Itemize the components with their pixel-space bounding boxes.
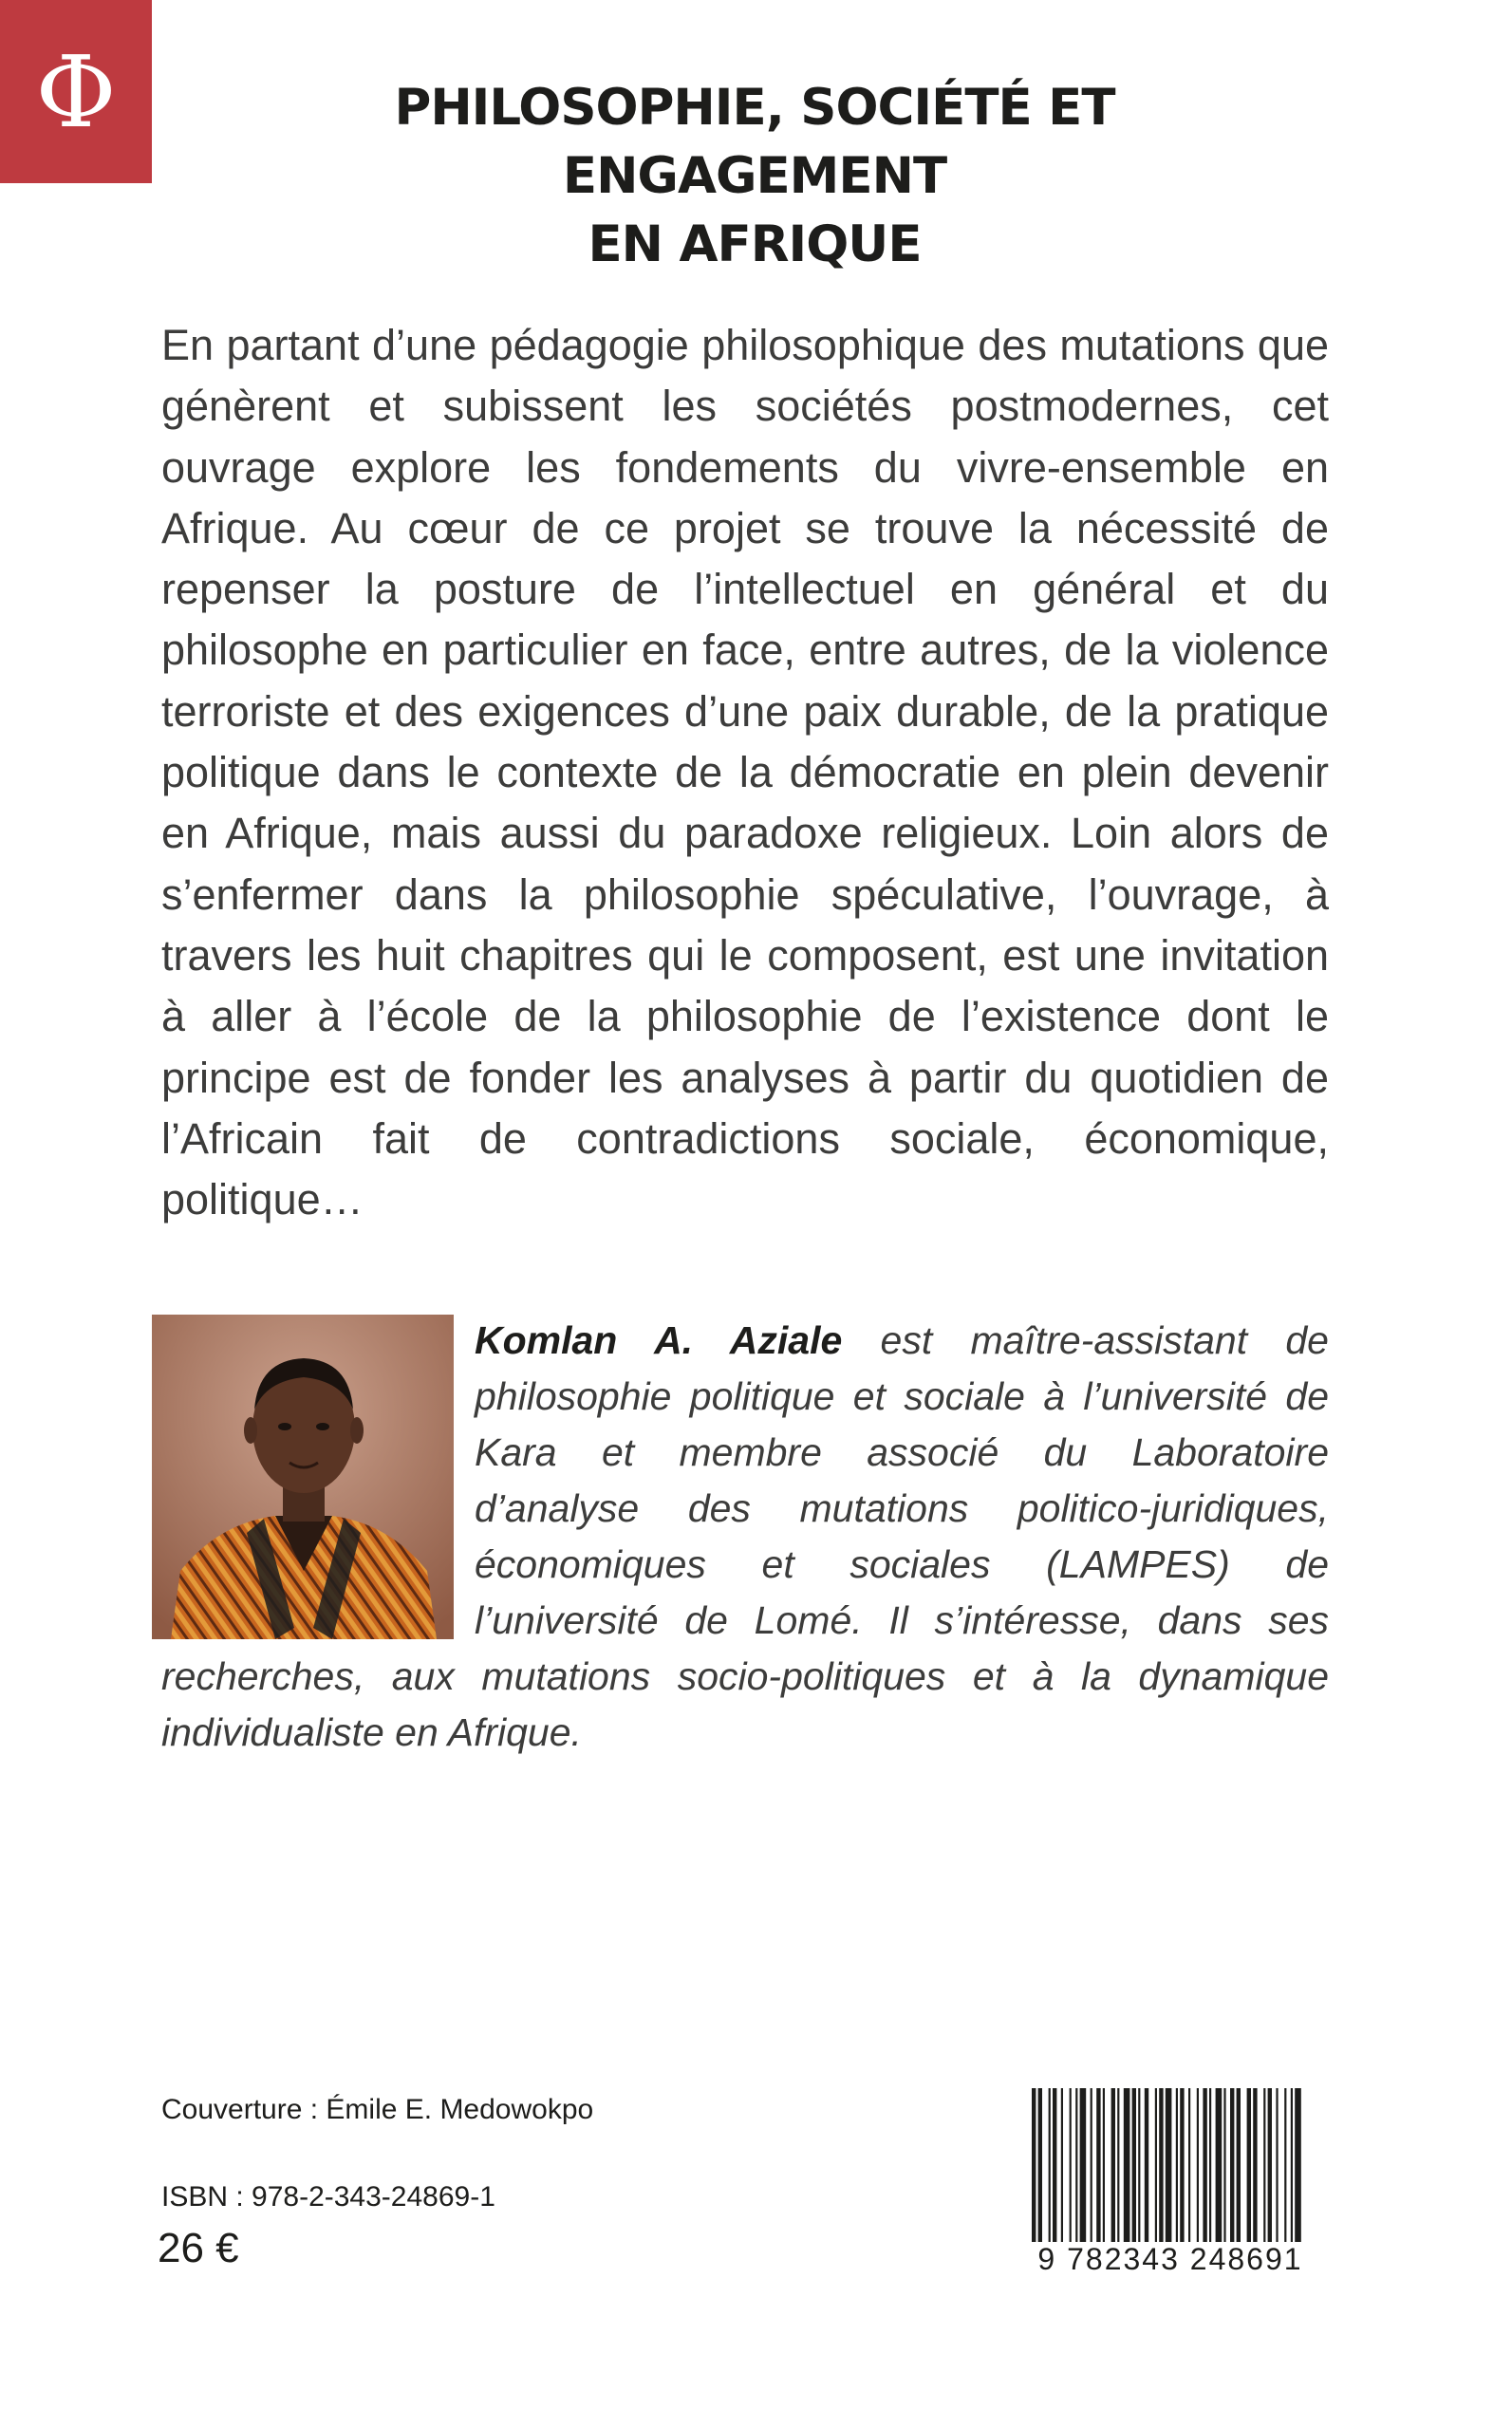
barcode-bar [1247, 2088, 1251, 2257]
barcode [1028, 2088, 1313, 2282]
author-bio [161, 1313, 1329, 1761]
barcode-bar [1295, 2088, 1301, 2257]
barcode-bar [1053, 2088, 1056, 2257]
barcode-bar [1070, 2088, 1072, 2257]
barcode-bar [1216, 2088, 1223, 2257]
barcode-bar [1203, 2088, 1206, 2257]
barcode-bar [1188, 2088, 1190, 2257]
barcode-bar [1117, 2088, 1119, 2257]
barcode-bar [1111, 2088, 1115, 2257]
isbn: ISBN : 978-2-343-24869-1 [161, 2181, 495, 2213]
barcode-bars [1028, 2088, 1313, 2257]
barcode-bar [1276, 2088, 1278, 2257]
book-title [218, 74, 1291, 279]
barcode-bar [1253, 2088, 1257, 2257]
barcode-bar [1103, 2088, 1105, 2257]
cover-credit: Couverture : Émile E. Medowokpo [161, 2094, 594, 2125]
barcode-bar [1159, 2088, 1163, 2257]
barcode-bar [1155, 2088, 1157, 2257]
barcode-bar [1075, 2088, 1077, 2257]
barcode-bar [1209, 2088, 1211, 2257]
barcode-bar [1263, 2088, 1265, 2257]
barcode-bar [1061, 2088, 1063, 2257]
barcode-bar [1080, 2088, 1087, 2257]
barcode-bar [1237, 2088, 1241, 2257]
barcode-bar [1176, 2088, 1178, 2257]
author-bio-text: est maître-assistant de philosophie politique et sociale à l’université de Kara et membre associé du Laboratoire d’analyse des mutations politico-juridiques, économiques et sociales (LAMPES) de l’université de Lomé. Il s’intéresse, dans ses recherches, aux mutations socio-politiques et à la dynamique individualiste en Afrique. [161, 1318, 1329, 1754]
author-name: Komlan A. Aziale [475, 1318, 843, 1362]
book-title-line-2: EN AFRIQUE [588, 215, 922, 273]
barcode-digits: 9 782343 248691 [1028, 2242, 1313, 2277]
book-summary: En partant d’une pédagogie philosophique des mutations que génèrent et subissent les sociétés postmodernes, cet ouvrage explore les fondements du vivre-ensemble en Afrique. Au cœur de ce projet se trouve la nécessité de repenser la posture de l’intellectuel en général et du philosophe en particulier en face, entre autres, de la violence terroriste et des exigences d’une paix durable, de la pratique politique dans le contexte de la démocratie en plein devenir en Afrique, mais aussi du paradoxe religieux. Loin alors de s’enfermer dans la philosophie spéculative, l’ouvrage, à travers les huit chapitres qui le composent, est une invitation à aller à l’école de la philosophie de l’existence dont le principe est de fonder les analyses à partir du quotidien de l’Africain fait de contradictions sociale, économique, politique… [161, 321, 1329, 1224]
barcode-bar [1268, 2088, 1272, 2257]
barcode-bar [1223, 2088, 1225, 2257]
barcode-bar [1180, 2088, 1184, 2257]
barcode-bar [1138, 2088, 1140, 2257]
barcode-bar [1145, 2088, 1148, 2257]
barcode-bar [1091, 2088, 1092, 2257]
barcode-bar [1197, 2088, 1199, 2257]
barcode-bar [1132, 2088, 1136, 2257]
barcode-bar [1096, 2088, 1100, 2257]
publisher-logo [0, 0, 152, 183]
barcode-bar [1230, 2088, 1234, 2257]
barcode-bar [1166, 2088, 1172, 2257]
barcode-bar [1049, 2088, 1051, 2257]
barcode-bar [1038, 2088, 1042, 2257]
barcode-bar [1291, 2088, 1293, 2257]
barcode-bar [1032, 2088, 1036, 2257]
phi-logo-icon: Φ [35, 33, 117, 150]
barcode-bar [1124, 2088, 1130, 2257]
book-title-line-1: PHILOSOPHIE, SOCIÉTÉ ET ENGAGEMENT [394, 79, 1115, 205]
price: 26 € [158, 2225, 239, 2271]
barcode-bar [1284, 2088, 1286, 2257]
